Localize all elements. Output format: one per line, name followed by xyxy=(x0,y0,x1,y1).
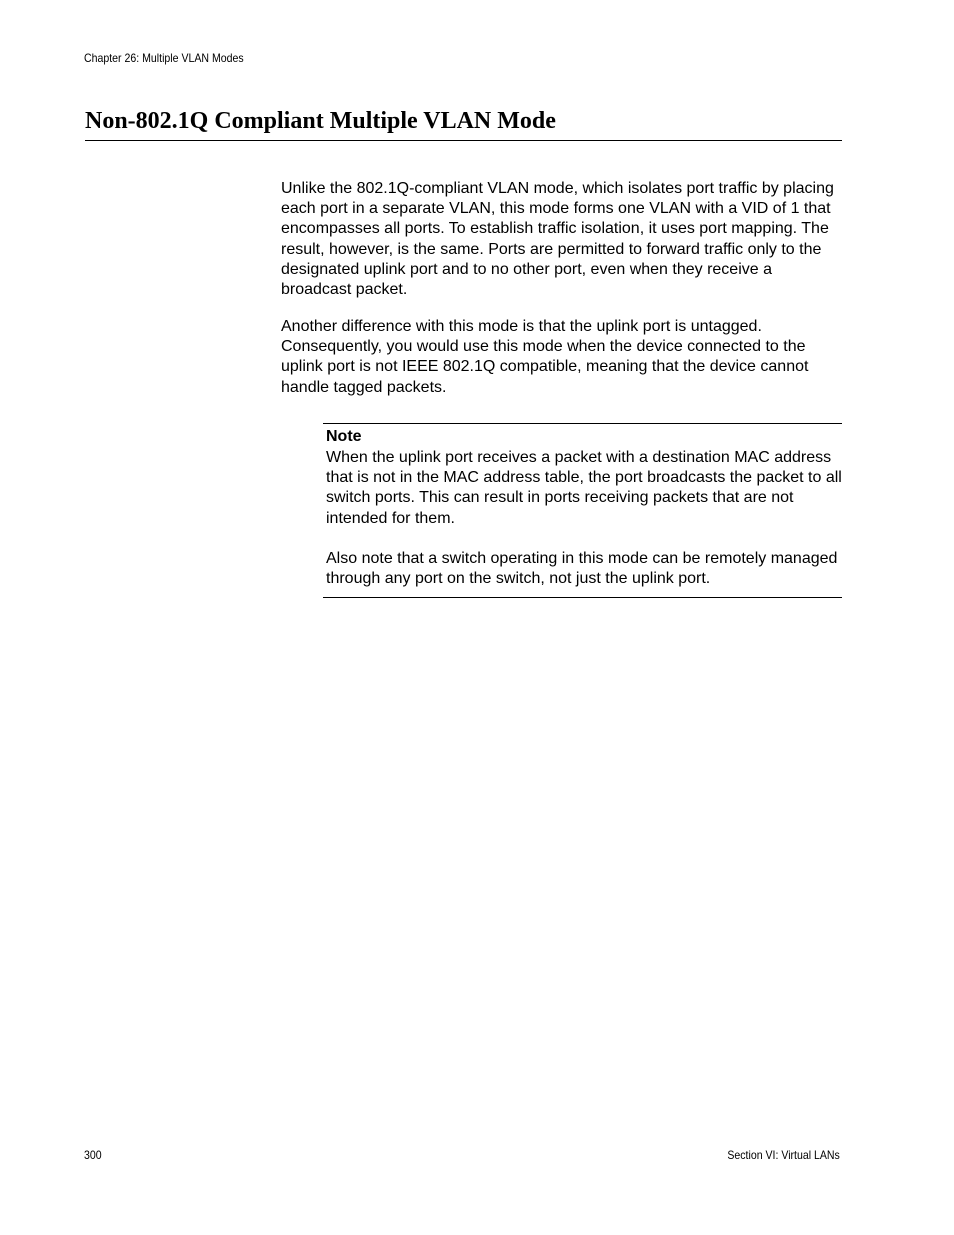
body-paragraph-1: Unlike the 802.1Q-compliant VLAN mode, which isolates port traffic by placing each port in a separate VLAN, this mode forms one VLAN with a VID of 1 that encompasses all ports. To establish traffic isolation, it uses port mapping. The result, however, is the same. Ports are permitted to forward traffic only to the designated uplink port and to no other port, even when they receive a broadcast packet. xyxy=(281,180,834,299)
section-title: Non-802.1Q Compliant Multiple VLAN Mode xyxy=(85,108,556,134)
note-paragraph-1: When the uplink port receives a packet with a destination MAC address that is not in the MAC address table, the port broadcasts the packet to all switch ports. This can result in ports receiving packets that are not intended for them. xyxy=(326,449,842,527)
note-heading: Note xyxy=(326,428,362,445)
body-paragraph-2: Another difference with this mode is that the uplink port is untagged. Consequently, you would use this mode when the device connected to the uplink port is not IEEE 802.1Q compatible, meaning that the device cannot handle tagged packets. xyxy=(281,318,809,396)
title-rule xyxy=(85,140,842,141)
note-paragraph-2: Also note that a switch operating in this mode can be remotely managed through any port on the switch, not just the uplink port. xyxy=(326,550,838,588)
running-header: Chapter 26: Multiple VLAN Modes xyxy=(84,51,244,65)
page-number: 300 xyxy=(84,1148,102,1162)
note-box xyxy=(323,423,842,598)
running-footer: Section VI: Virtual LANs xyxy=(727,1148,840,1162)
